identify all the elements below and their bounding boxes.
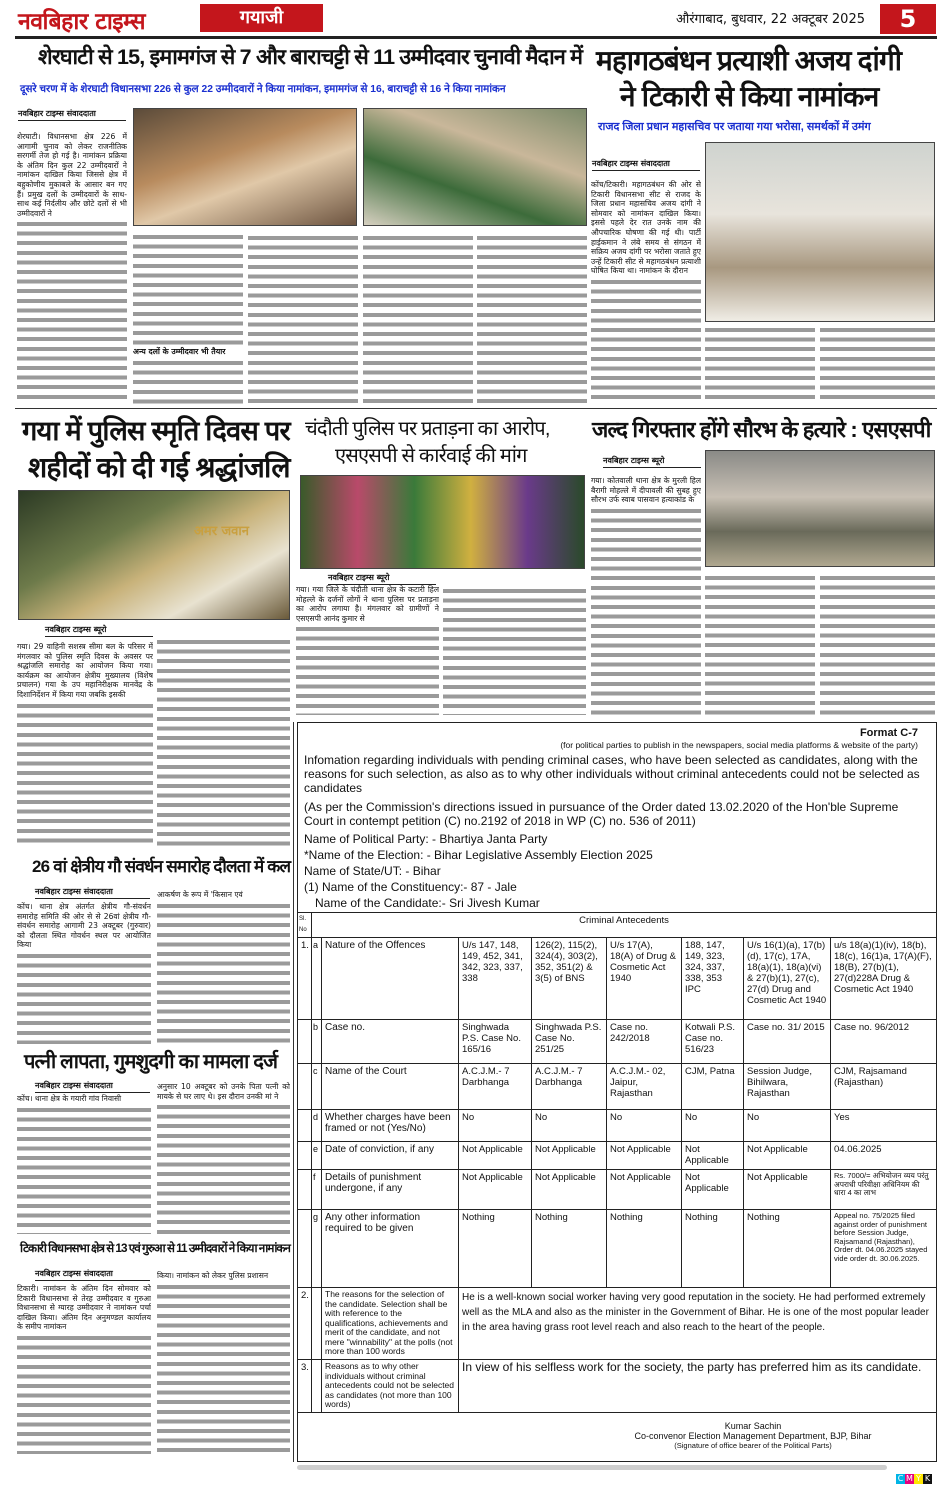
story-text: गया। 29 वाहिनी सशस्त्र सीमा बल के परिसर में मंगलवार को पुलिस स्मृति दिवस के अवसर पर श्रद्धांजलि समारोह का आयोजन किया गया। कार्यक्रम का आयोजन क्षेत्रीय मुख्यालय (विशेष प्रचालन) गया के उप महानिरीक्षक मानवेंद्र के दिशानिर्देशन में किया गया जबकि इसकी bbox=[17, 642, 153, 699]
story-column bbox=[443, 585, 586, 715]
table-cell: Not Applicable bbox=[532, 1170, 607, 1210]
story-column bbox=[157, 890, 290, 1044]
story-text: गया। कोतवाली थाना क्षेत्र के मुरली हिल बैरागी मोहल्ले में दीपावली की सुबह हुए सौरभ उर्फ स्वाब पासवान हत्याकांड के bbox=[591, 476, 701, 505]
story-column bbox=[133, 232, 243, 404]
table-cell: Nothing bbox=[459, 1210, 532, 1288]
divider bbox=[15, 408, 937, 409]
row-number-empty bbox=[298, 1020, 312, 1064]
table-cell: Not Applicable bbox=[682, 1170, 744, 1210]
criminal-antecedents-table bbox=[297, 912, 937, 1413]
table-cell: Not Applicable bbox=[607, 1170, 682, 1210]
table-cell: Nothing bbox=[744, 1210, 831, 1288]
row-label: Date of conviction, if any bbox=[322, 1142, 459, 1170]
row-label: Whether charges have been framed or not (Yes/No) bbox=[322, 1110, 459, 1142]
table-cell: Session Judge, Bihilwara, Rajasthan bbox=[744, 1064, 831, 1110]
byline: नवबिहार टाइम्स ब्यूरो bbox=[45, 624, 153, 637]
row-number-empty bbox=[298, 1170, 312, 1210]
row-key: d bbox=[312, 1110, 322, 1142]
table-cell: Rs. 7000/= अभियोजन व्यय परंतु अपराधी परिवीक्षा अधिनियम की धारा 4 का लाभ bbox=[831, 1170, 937, 1210]
story-column bbox=[157, 636, 290, 847]
photo-candidate-dangi bbox=[705, 142, 935, 322]
table-cell: Case no. 242/2018 bbox=[607, 1020, 682, 1064]
headline-chandauti-line1: चंदौती पुलिस पर प्रताड़ना का आरोप, bbox=[305, 418, 550, 440]
row-label: Case no. bbox=[322, 1020, 459, 1064]
photo-candidates bbox=[133, 108, 357, 226]
story-column bbox=[157, 1271, 290, 1454]
byline: नवबिहार टाइम्स संवाददाता bbox=[35, 886, 150, 899]
cmyk-m: M bbox=[906, 1474, 913, 1483]
story-column bbox=[157, 1082, 290, 1234]
notice-party: Name of Political Party: - Bhartiya Janta Party bbox=[304, 832, 548, 846]
row-key: a bbox=[312, 938, 322, 1020]
row-number: 2. bbox=[298, 1288, 312, 1360]
registration-bar bbox=[297, 1465, 887, 1470]
cmyk-k: K bbox=[924, 1474, 931, 1483]
row-key: f bbox=[312, 1170, 322, 1210]
notice-format: Format C-7 bbox=[859, 727, 918, 739]
story-column bbox=[705, 324, 815, 404]
table-row-reasons-selection bbox=[298, 1288, 937, 1360]
story-column bbox=[820, 572, 935, 715]
row-number: 3. bbox=[298, 1360, 312, 1413]
headline-dangi-line2: ने टिकारी से किया नामांकन bbox=[620, 81, 879, 112]
story-text: कोंच। थाना क्षेत्र के गयारी गांव निवासी bbox=[17, 1094, 122, 1103]
cmyk-y: Y bbox=[914, 1474, 923, 1484]
table-cell: Not Applicable bbox=[459, 1170, 532, 1210]
row-key: g bbox=[312, 1210, 322, 1288]
table-cell: A.C.J.M.- 7 Darbhanga bbox=[532, 1064, 607, 1110]
signatory-note: (Signature of office bearer of the Political Parts) bbox=[674, 1440, 832, 1450]
subhead-sherghati: दूसरे चरण में के शेरघाटी विधानसभा 226 से कुल 22 उम्मीदवारों ने किया नामांकन, इमामगंज से 16, बाराचट्टी से 16 ने किया नामांकन bbox=[20, 84, 506, 95]
row-label: Details of punishment undergone, if any bbox=[322, 1170, 459, 1210]
table-cell: 126(2), 115(2), 324(4), 303(2), 352, 351(2) & 3(5) of BNS bbox=[532, 938, 607, 1020]
notice-constituency: (1) Name of the Constituency:- 87 - Jale bbox=[304, 880, 517, 894]
table-cell: Case no. 31/ 2015 bbox=[744, 1020, 831, 1064]
table-cell: No bbox=[744, 1110, 831, 1142]
row-label: Nature of the Offences bbox=[322, 938, 459, 1020]
table-cell: Nothing bbox=[607, 1210, 682, 1288]
byline: नवबिहार टाइम्स ब्यूरो bbox=[603, 455, 701, 468]
header-rule bbox=[15, 36, 937, 39]
table-cell: Singhwada P.S. Case No. 251/25 bbox=[532, 1020, 607, 1064]
story-column bbox=[296, 585, 439, 715]
photo-police-memorial bbox=[18, 490, 290, 620]
page-number: 5 bbox=[880, 4, 936, 34]
row-number-empty bbox=[298, 1210, 312, 1288]
column-divider bbox=[293, 722, 294, 1462]
notice-intro: Infomation regarding individuals with pending criminal cases, who have been selected as candidates, along with the reasons for such selection, as also as to why other individuals without criminal antecedents could not be selected as candidates bbox=[304, 753, 920, 795]
row-number: 1. bbox=[298, 938, 312, 1020]
notice-state: Name of State/UT: - Bihar bbox=[304, 864, 441, 878]
story-column bbox=[17, 132, 127, 404]
table-cell: U/s 16(1)(a), 17(b)(d), 17(c), 17A, 18(a)(1), 18(a)(vi) & 27(b)(1), 27(c), 27(d) Drug and Cosmetic Act 1940 bbox=[744, 938, 831, 1020]
story-column bbox=[705, 572, 815, 715]
table-cell: Nothing bbox=[682, 1210, 744, 1288]
story-column bbox=[591, 476, 701, 716]
row-label: The reasons for the selection of the candidate. Selection shall be with reference to the qualifications, achievements and merit of the candidate, and not mere "winnability" at the polls (not more than 100 words bbox=[322, 1288, 459, 1360]
signatory-title: Co-convenor Election Management Department, BJP, Bihar bbox=[634, 1430, 872, 1441]
table-cell: A.C.J.M.- 7 Darbhanga bbox=[459, 1064, 532, 1110]
table-cell: Not Applicable bbox=[682, 1142, 744, 1170]
table-title: Criminal Antecedents bbox=[312, 913, 937, 938]
photo-villagers bbox=[300, 475, 585, 569]
table-cell: Appeal no. 75/2025 filed against order of punishment before Session Judge, Rajsamand (Rajasthan), Order dt. 04.06.2025 stayed vide order dt. 30.06.2025. bbox=[831, 1210, 937, 1288]
row-key: b bbox=[312, 1020, 322, 1064]
row-label: Any other information required to be given bbox=[322, 1210, 459, 1288]
dateline: औरंगाबाद, बुधवार, 22 अक्टूबर 2025 bbox=[675, 12, 865, 27]
signatory-name: Kumar Sachin bbox=[724, 1420, 782, 1431]
story-text: गया। गया जिले के चंदौती थाना क्षेत्र के कटारी हिल मोहल्ले के दर्जनों लोगों ने थाना पुलिस पर प्रताड़ना का आरोप लगाया है। मंगलवार को ग्रामीणों ने एसएसपी आनंद कुमार से bbox=[296, 585, 439, 623]
photo-caption: अमर जवान bbox=[193, 524, 249, 539]
table-row-c bbox=[298, 1064, 937, 1110]
notice-candidate: Name of the Candidate:- Sri Jivesh Kumar bbox=[315, 896, 540, 910]
story-inline-subhead: अन्य दलों के उम्मीदवार भी तैयार bbox=[133, 347, 226, 356]
notice-directions: (As per the Commission's directions issued in pursuance of the Order dated 13.02.2020 of the Hon'ble Supreme Court in contempt petition (C) no.2192 of 2018 in WP (C) no. 536 of 2011) bbox=[304, 800, 899, 828]
table-cell: Singhwada P.S. Case No. 165/16 bbox=[459, 1020, 532, 1064]
table-cell: No bbox=[682, 1110, 744, 1142]
table-cell: Not Applicable bbox=[744, 1142, 831, 1170]
story-text: कोंच। थाना क्षेत्र अंतर्गत क्षेत्रीय गौ-संवर्धन समारोह समिति की ओर से से 26वां क्षेत्रीय गौ-संवर्धन समारोह आगामी 23 अक्टूबर (गुरुवार) को दौलता स्थित गोवर्धन स्थल पर आयोजित किया bbox=[17, 902, 151, 950]
row-key: c bbox=[312, 1064, 322, 1110]
notice-election: *Name of the Election: - Bihar Legislative Assembly Election 2025 bbox=[304, 848, 653, 862]
story-column bbox=[591, 180, 701, 404]
headline-saurabh: जल्द गिरफ्तार होंगे सौरभ के हत्यारे : एसएसपी bbox=[592, 417, 931, 442]
table-cell: Not Applicable bbox=[532, 1142, 607, 1170]
election-notice-c7 bbox=[297, 722, 937, 1462]
table-cell: CJM, Patna bbox=[682, 1064, 744, 1110]
table-cell: 04.06.2025 bbox=[831, 1142, 937, 1170]
story-column bbox=[17, 1284, 151, 1454]
cmyk-marks bbox=[896, 1466, 932, 1485]
row-number-empty bbox=[298, 1142, 312, 1170]
row-label: Reasons as to why other individuals without criminal antecedents could not be selected as candidates (not more than 100 words) bbox=[322, 1360, 459, 1413]
headline-police-day-line1: गया में पुलिस स्मृति दिवस पर bbox=[22, 415, 290, 446]
table-cell: U/s 17(A), 18(A) of Drug & Cosmetic Act 1940 bbox=[607, 938, 682, 1020]
byline: नवबिहार टाइम्स संवाददाता bbox=[35, 1268, 150, 1281]
cmyk-c: C bbox=[897, 1474, 904, 1483]
row-value: He is a well-known social worker having very good reputation in the society. He had performed extremely well as the MLA and also as the minister in the Government of Bihar. He is one of the most popular leader in the area having grass root level reach and also reach to the heart of the people. bbox=[459, 1288, 937, 1360]
row-key: e bbox=[312, 1142, 322, 1170]
headline-chandauti-line2: एसएसपी से कार्रवाई की मांग bbox=[335, 445, 527, 467]
table-cell: Yes bbox=[831, 1110, 937, 1142]
table-cell: Case no. 96/2012 bbox=[831, 1020, 937, 1064]
row-number-empty bbox=[298, 1064, 312, 1110]
story-column bbox=[17, 1094, 151, 1234]
notice-format-note: (for political parties to publish in the newspapers, social media platforms & website of the party) bbox=[560, 740, 918, 750]
masthead: नवबिहार टाइम्स bbox=[18, 9, 146, 35]
table-row-f bbox=[298, 1170, 937, 1210]
byline: नवबिहार टाइम्स संवाददाता bbox=[18, 108, 126, 121]
table-cell: No bbox=[459, 1110, 532, 1142]
story-column bbox=[17, 902, 151, 1044]
story-text: किया। नामांकन को लेकर पुलिस प्रशासन bbox=[157, 1271, 269, 1280]
headline-patni: पत्नी लापता, गुमशुदगी का मामला दर्ज bbox=[24, 1051, 278, 1073]
headline-police-day-line2: शहीदों को दी गई श्रद्धांजलि bbox=[28, 451, 290, 483]
table-cell: Not Applicable bbox=[744, 1170, 831, 1210]
table-row-e bbox=[298, 1142, 937, 1170]
table-row-b bbox=[298, 1020, 937, 1064]
table-row-d bbox=[298, 1110, 937, 1142]
table-cell: A.C.J.M.- 02, Jaipur, Rajasthan bbox=[607, 1064, 682, 1110]
signature-block bbox=[568, 1421, 937, 1451]
row-label: Name of the Court bbox=[322, 1064, 459, 1110]
story-column bbox=[363, 232, 473, 404]
table-cell: Not Applicable bbox=[607, 1142, 682, 1170]
headline-dangi-line1: महागठबंधन प्रत्याशी अजय दांगी bbox=[596, 45, 902, 76]
table-row-reasons-others bbox=[298, 1360, 937, 1413]
story-column bbox=[17, 642, 153, 847]
table-cell: Nothing bbox=[532, 1210, 607, 1288]
byline: नवबिहार टाइम्स संवाददाता bbox=[592, 158, 700, 171]
story-column bbox=[820, 324, 935, 404]
story-text: शेरघाटी। विधानसभा क्षेत्र 226 में आगामी चुनाव को लेकर राजनीतिक सरगर्मी तेज हो गई है। नामांकन प्रक्रिया के अंतिम दिन कुल 22 उम्मीदवारों ने नामांकन दाखिल किया जिससे क्षेत्र में बहुकोणीय मुकाबले के आसार बन गए हैं। प्रमुख दलों के उम्मीदवारों के साथ-साथ कई निर्दलीय और छोटे दलों से भी उम्मीदवारों ने bbox=[17, 132, 127, 218]
table-cell: Kotwali P.S. Case no. 516/23 bbox=[682, 1020, 744, 1064]
byline: नवबिहार टाइम्स संवाददाता bbox=[35, 1080, 150, 1093]
table-cell: 188, 147, 149, 323, 324, 337, 338, 353 IPC bbox=[682, 938, 744, 1020]
table-row-a bbox=[298, 938, 937, 1020]
section-label: गयाजी bbox=[200, 4, 323, 32]
table-cell: u/s 18(a)(1)(iv), 18(b), 18(c), 16(1)a, 17(A)(F), 18(B), 27(b)(1), 27(d)228A Drug & Cosmetic Act 1940 bbox=[831, 938, 937, 1020]
story-text: अनुसार 10 अक्टूबर को उनके पिता पत्नी को मायके से घर लाए थे। इस दौरान उनकी मां ने bbox=[157, 1082, 290, 1101]
row-value: In view of his selfless work for the society, the party has preferred him as its candidate. bbox=[459, 1360, 937, 1413]
story-column bbox=[248, 232, 358, 404]
story-text: आकर्षण के रूप में 'किसान एवं bbox=[157, 890, 243, 899]
table-cell: No bbox=[532, 1110, 607, 1142]
headline-sherghati: शेरघाटी से 15, इमामगंज से 7 और बाराचट्टी से 11 उम्मीदवार चुनावी मैदान में bbox=[38, 45, 583, 69]
byline: नवबिहार टाइम्स ब्यूरो bbox=[328, 572, 436, 585]
sno-header: Sl.No bbox=[298, 913, 312, 938]
photo-nomination bbox=[363, 108, 587, 226]
headline-gau: 26 वां क्षेत्रीय गौ संवर्धन समारोह दौलता में कल bbox=[32, 857, 291, 876]
table-cell: CJM, Rajsamand (Rajasthan) bbox=[831, 1064, 937, 1110]
story-text: टिकारी। नामांकन के अंतिम दिन सोमवार को टिकारी विधानसभा से तेरह उम्मीदवार व गुरुआ विधानसभा से ग्यारह उम्मीदवार ने नामांकन पर्चा दाखिल किया। अंतिम दिन अनुमण्डल कार्यालय के समीप नामांकन bbox=[17, 1284, 151, 1332]
table-cell: No bbox=[607, 1110, 682, 1142]
row-number-empty bbox=[298, 1110, 312, 1142]
headline-tikari: टिकारी विधानसभा क्षेत्र से 13 एवं गुरुआ से 11 उम्मीदवारों ने किया नामांकन bbox=[20, 1242, 290, 1255]
story-text: कोंच/टिकारी। महागठबंधन की ओर से टिकारी विधानसभा सीट से राजद के जिला प्रधान महासचिव अजय दांगी ने सोमवार को नामांकन दाखिल किया। इससे पहले देर रात उनके नाम की औपचारिक घोषणा की गई थी। पार्टी हाईकमान ने लंबे समय से संगठन में सक्रिय अजय दांगी पर भरोसा जताते हुए उन्हें टिकारी सीट से महागठबंधन प्रत्याशी घोषित किया था। नामांकन के दौरान bbox=[591, 180, 701, 276]
table-cell: U/s 147, 148, 149, 452, 341, 342, 323, 337, 338 bbox=[459, 938, 532, 1020]
photo-ssp-visit bbox=[705, 450, 935, 567]
table-cell: Not Applicable bbox=[459, 1142, 532, 1170]
table-row-g bbox=[298, 1210, 937, 1288]
story-column bbox=[477, 232, 587, 404]
subhead-dangi: राजद जिला प्रधान महासचिव पर जताया गया भरोसा, समर्थकों में उमंग bbox=[598, 121, 871, 133]
